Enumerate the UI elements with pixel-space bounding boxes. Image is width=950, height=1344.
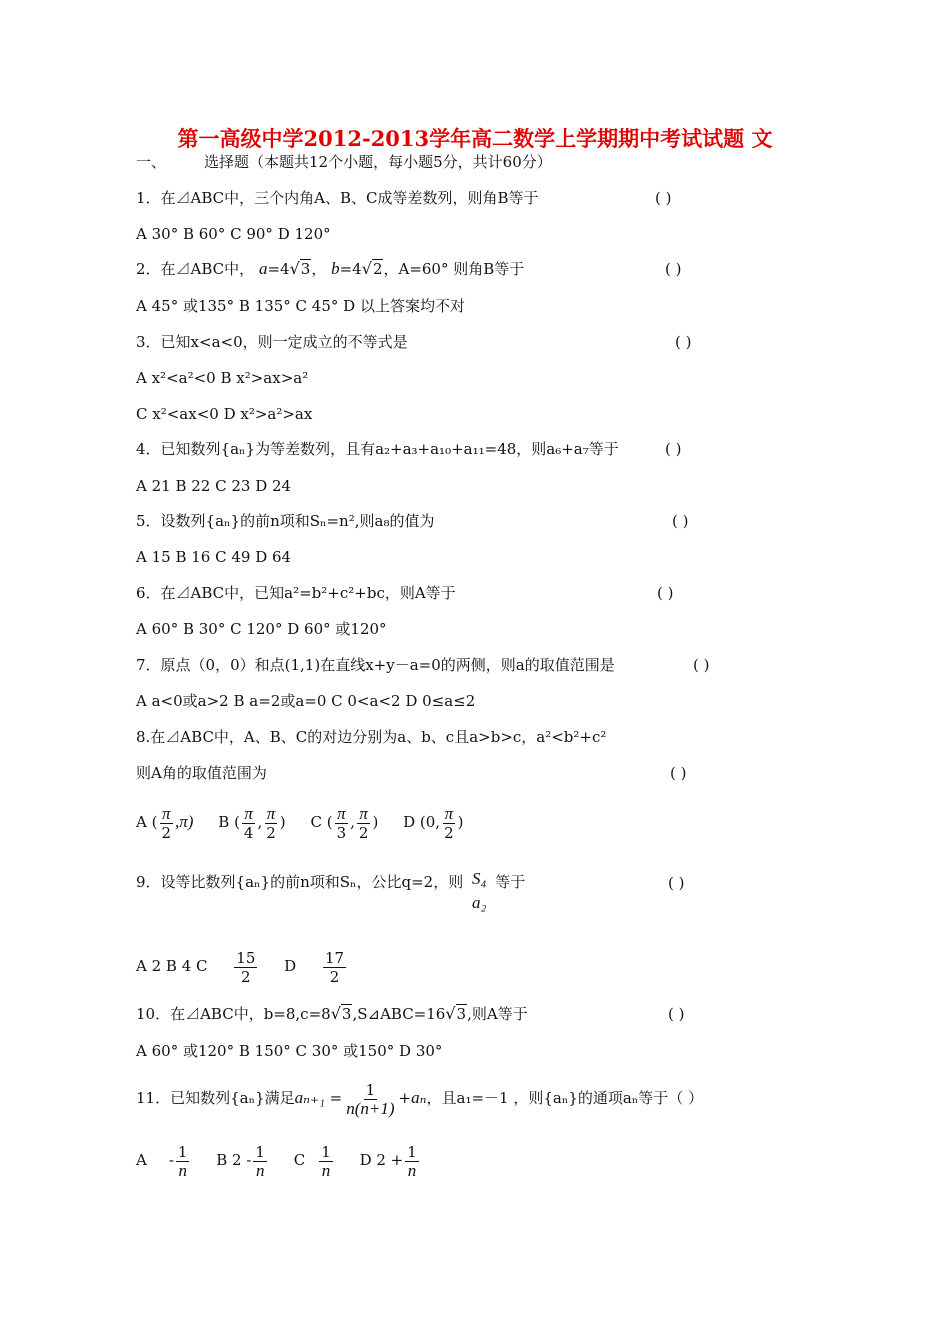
fraction-pi-over-2: $\frac{\pi}{2}$ <box>266 803 276 842</box>
question-3-answer-blank: ( ) <box>675 333 692 351</box>
fraction-pi-over-2: $\frac{\pi}{2}$ <box>444 803 454 842</box>
fraction-1-over-n-n-plus-1: $\frac{1}{n(n+1)}$ <box>346 1080 395 1118</box>
question-3-stem: 3．已知x<a<0，则一定成立的不等式是 <box>136 333 408 351</box>
sqrt-icon: √ <box>361 259 372 278</box>
question-4-answer-blank: ( ) <box>665 440 682 458</box>
question-9-options: A 2 B 4 C $\frac{15}{2}$ D $\frac{17}{2}$ <box>136 948 345 986</box>
exam-title: 第一高级中学2012-2013学年高二数学上学期期中考试试题 文 <box>177 126 773 151</box>
fraction-1-over-n: $\frac{1}{n}$ <box>321 1142 331 1180</box>
sqrt-icon: √ <box>445 1004 456 1023</box>
question-2-answer-blank: ( ) <box>665 260 682 278</box>
question-6-answer-blank: ( ) <box>657 584 674 602</box>
question-10-options: A 60° 或120° B 150° C 30° 或150° D 30° <box>136 1042 443 1060</box>
sqrt-icon: √ <box>289 259 300 278</box>
fraction-pi-over-4: $\frac{\pi}{4}$ <box>243 803 254 842</box>
section-heading <box>136 152 552 172</box>
section-text: 选择题（本题共12个小题，每小题5分，共计60分） <box>204 153 552 171</box>
question-6-stem: 6．在⊿ABC中，已知a²=b²+c²+bc，则A等于 <box>136 584 456 602</box>
sqrt-icon: √ <box>330 1004 341 1023</box>
fraction-pi-over-2: $\frac{\pi}{2}$ <box>161 803 172 842</box>
question-2-stem: 2．在⊿ABC中， a=4√3， b=4√2，A=60° 则角B等于 <box>136 259 525 278</box>
question-10-answer-blank: ( ) <box>668 1005 685 1023</box>
question-5-answer-blank: ( ) <box>672 512 689 530</box>
question-8-answer-blank: ( ) <box>670 764 687 782</box>
fraction-1-over-n: $\frac{1}{n}$ <box>177 1142 188 1180</box>
question-4-options: A 21 B 22 C 23 D 24 <box>136 477 292 495</box>
question-6-options: A 60° B 30° C 120° D 60° 或120° <box>136 620 387 638</box>
question-1-stem: 1．在⊿ABC中，三个内角A、B、C成等差数列，则角B等于 <box>136 189 539 207</box>
question-1-options: A 30° B 60° C 90° D 120° <box>136 225 331 243</box>
question-8-options: A ( $\frac{\pi}{2}$ ,π) B ( $\frac{\pi}{4}$ , $\frac{\pi}{2}$ ) C ( $\frac{\pi}{3}$ , $\frac{\pi}{2}$ ) D (0, $\frac{\pi}{2}$ ) <box>136 803 464 842</box>
question-8-stem: 8.在⊿ABC中，A、B、C的对边分别为a、b、c且a>b>c，a²<b²+c² <box>136 728 607 746</box>
question-7-stem: 7．原点（0，0）和点(1,1)在直线x+y－a=0的两侧，则a的取值范围是 <box>136 656 615 674</box>
question-10-stem: 10．在⊿ABC中，b=8,c=8√3,S⊿ABC=16√3,则A等于 <box>136 1004 528 1023</box>
question-11-options: A - $\frac{1}{n}$ B 2 - $\frac{1}{n}$ C $\frac{1}{n}$ D 2 + $\frac{1}{n}$ <box>136 1142 417 1180</box>
question-11-stem: 11．已知数列{aₙ}满足aₙ₊₁ = $\frac{1}{n(n+1)}$ +aₙ，且a₁=－1 ，则{aₙ}的通项aₙ等于（ ） <box>136 1080 704 1118</box>
question-7-answer-blank: ( ) <box>693 656 710 674</box>
question-2-options: A 45° 或135° B 135° C 45° D 以上答案均不对 <box>136 297 465 315</box>
fraction-pi-over-3: $\frac{\pi}{3}$ <box>336 803 347 842</box>
question-3-options-cd: C x²<ax<0 D x²>a²>ax <box>136 405 313 423</box>
fraction-pi-over-2: $\frac{\pi}{2}$ <box>358 803 369 842</box>
fraction-s4-over-a2: S₄ a₂ <box>472 869 487 912</box>
question-5-stem: 5．设数列{aₙ}的前n项和Sₙ=n²,则a₈的值为 <box>136 512 435 530</box>
section-number: 一、 <box>136 153 167 171</box>
question-5-options: A 15 B 16 C 49 D 64 <box>136 548 292 566</box>
question-3-options-ab: A x²<a²<0 B x²>ax>a² <box>136 369 309 387</box>
fraction-17-over-2: $\frac{17}{2}$ <box>324 948 345 986</box>
question-4-stem: 4．已知数列{aₙ}为等差数列，且有a₂+a₃+a₁₀+a₁₁=48，则a₆+a₇等于 <box>136 440 619 458</box>
question-8-stem-continued: 则A角的取值范围为 <box>136 764 267 782</box>
question-9-answer-blank: ( ) <box>668 874 685 892</box>
question-9-stem: 9．设等比数列{aₙ}的前n项和Sₙ，公比q=2，则 S₄ a₂ 等于 <box>136 869 526 912</box>
fraction-15-over-2: $\frac{15}{2}$ <box>236 948 256 986</box>
question-1-answer-blank: ( ) <box>655 189 672 207</box>
fraction-1-over-n: $\frac{1}{n}$ <box>407 1142 417 1180</box>
question-7-options: A a<0或a>2 B a=2或a=0 C 0<a<2 D 0≤a≤2 <box>136 692 476 710</box>
fraction-1-over-n: $\frac{1}{n}$ <box>255 1142 265 1180</box>
